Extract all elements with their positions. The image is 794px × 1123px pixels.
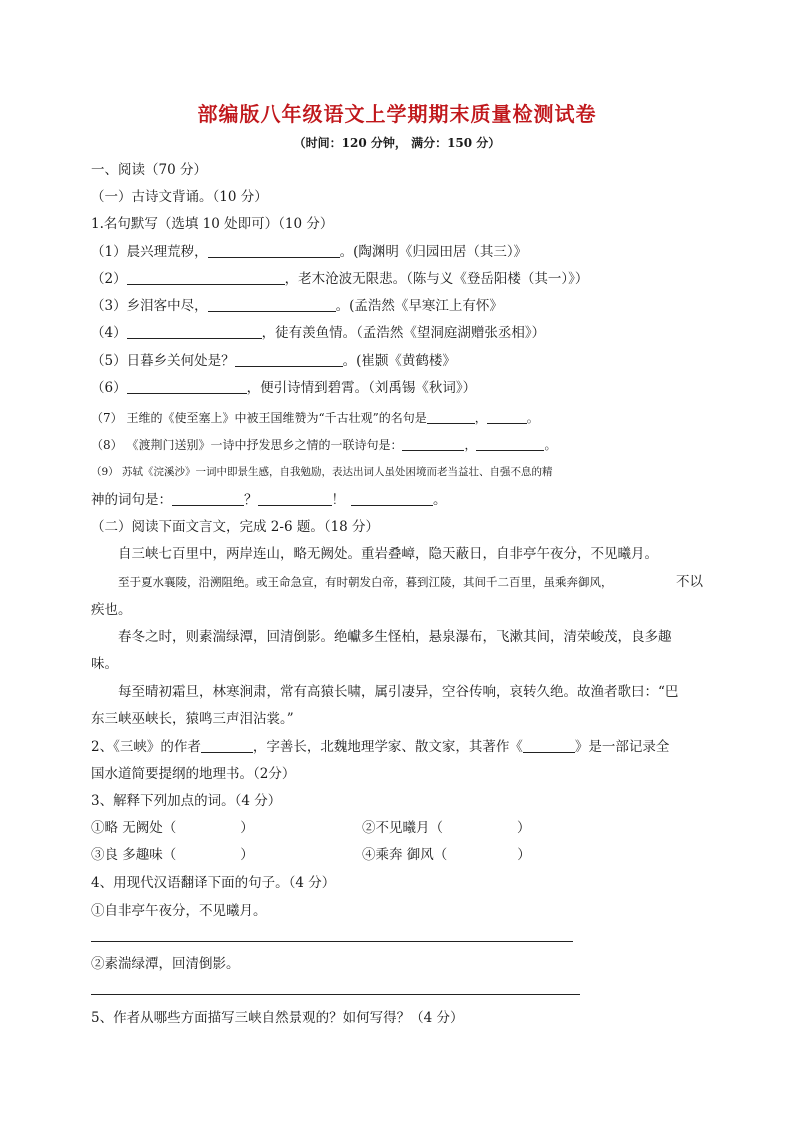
item-number: （5） [91,353,127,369]
answer-blank[interactable] [172,491,244,506]
answer-blank[interactable] [476,436,544,451]
item-separator: ？ [244,492,258,508]
q1-heading: 1.名句默写（选填 10 处即可）（10 分） [91,216,334,232]
question-text: 》是一部记录全 [574,739,670,755]
passage-paragraph-2: 至于夏水襄陵，沿溯阻绝。或王命急宣，有时朝发白帝，暮到江陵，其间千二百里，虽乘奔御风， [118,575,613,589]
item-source: 。(陶渊明《归园田居（其三）》 [339,244,528,260]
answer-blank[interactable] [127,379,247,394]
q3-item-2 [362,818,531,838]
question-2 [91,737,669,757]
answer-blank[interactable] [258,491,332,506]
answer-blank[interactable] [427,409,475,424]
passage-paragraph-2-cont: 疾也。 [91,602,132,618]
item-source: ，老木沧波无限悲。（陈与义《登岳阳楼（其一）》） [284,271,589,287]
fill-item-9: （9） 苏轼《浣溪沙》一词中即景生感，自我勉励，表达出词人虽处困境而老当益壮、自强不息的精 [91,466,553,478]
answer-blank[interactable] [487,409,527,424]
page-title: 部编版八年级语文上学期期末质量检测试卷 [197,102,597,126]
item-number: （6） [91,380,127,396]
item-number: （2） [91,271,127,287]
q3-label: ②不见曦月（ [362,820,443,836]
item-text: 日暮乡关何处是？ [126,353,235,369]
exam-subtitle: （时间：120 分钟， 满分：150 分） [293,136,501,150]
question-text: ，字善长，北魏地理学家、散文家，其著作《 [252,739,523,755]
answer-blank[interactable] [201,738,253,753]
fill-item-5 [91,351,456,371]
item-separator: ！ [331,492,345,508]
answer-blank[interactable] [208,297,336,312]
question-3: 3、解释下列加点的词。（4 分） [91,793,282,809]
item-end: 。 [526,411,539,425]
q4-sentence-1: ①自非亭午夜分，不见曦月。 [91,903,267,919]
item-end: 。 [433,492,447,508]
paren-close: ） [240,820,254,836]
fill-item-9-cont [91,490,447,510]
item-text: 晨兴理荒秽， [126,244,208,260]
fill-item-4 [91,323,545,343]
item-source: 。(崔颢《黄鹤楼》 [342,353,456,369]
answer-blank[interactable] [523,738,575,753]
question-text: 2、《三峡》的作者 [91,739,201,755]
passage-paragraph-4: 每至晴初霜旦，林寒涧肃，常有高猿长啸，属引凄异，空谷传响，哀转久绝。故渔者歌曰：“巴 [118,684,679,700]
fill-item-7 [91,408,539,428]
passage-paragraph-4-cont: 东三峡巫峡长，猿鸣三声泪沾裳。” [91,711,294,727]
answer-blank[interactable] [127,270,285,285]
answer-line[interactable] [91,941,573,942]
fill-item-6 [91,378,476,398]
passage-paragraph-2-tail: 不以 [676,574,703,590]
part1-heading: （一）古诗文背诵。（10 分） [91,189,268,205]
item-text: 乡泪客中尽， [126,298,208,314]
q4-sentence-2: ②素湍绿潭，回清倒影。 [91,956,240,972]
item-separator: ， [464,438,477,452]
question-5: 5、作者从哪些方面描写三峡自然景观的？如何写得？（4 分） [91,1010,464,1026]
q3-item-1 [91,818,254,838]
paren-close: ） [517,847,531,863]
part2-heading: （二）阅读下面文言文，完成 2-6 题。（18 分） [91,519,380,535]
question-4: 4、用现代汉语翻译下面的句子。（4 分） [91,875,336,891]
item-number: （4） [91,325,127,341]
question-2-cont: 国水道简要提纲的地理书。（2分） [91,766,296,782]
answer-blank[interactable] [351,491,433,506]
answer-blank[interactable] [208,243,340,258]
item-number: （1） [91,244,127,260]
item-source: ，便引诗情到碧霄。（刘禹锡《秋词》） [246,380,477,396]
answer-blank[interactable] [235,352,343,367]
item-end: 。 [544,438,557,452]
passage-paragraph-3-cont: 味。 [91,656,118,672]
item-number: （3） [91,298,127,314]
q3-label: ④乘奔 御风（ [362,847,448,863]
fill-item-8 [91,435,556,455]
answer-blank[interactable] [402,436,464,451]
item-text: （7） 王维的《使至塞上》中被王国维赞为“千古壮观”的名句是 [91,411,427,425]
paren-close: ） [240,847,254,863]
paren-close: ） [517,820,531,836]
section-heading: 一、阅读（70 分） [91,162,207,178]
item-text: （8） 《渡荆门送别》一诗中抒发思乡之情的一联诗句是： [91,438,403,452]
q3-label: ③良 多趣味（ [91,847,177,863]
q3-label: ①略 无阙处（ [91,820,177,836]
q3-item-3 [91,845,254,865]
passage-paragraph-1: 自三峡七百里中，两岸连山，略无阙处。重岩叠嶂，隐天蔽日，自非亭午夜分，不见曦月。 [118,546,658,562]
answer-blank[interactable] [127,324,262,339]
fill-item-3 [91,296,503,316]
passage-paragraph-3: 春冬之时，则素湍绿潭，回清倒影。绝巘多生怪柏，悬泉瀑布，飞漱其间，清荣峻茂，良多趣 [118,629,672,645]
q3-item-4 [362,845,531,865]
fill-item-2 [91,269,588,289]
item-source: ，徒有羡鱼情。（孟浩然《望洞庭湖赠张丞相》） [261,325,546,341]
fill-item-1 [91,242,527,262]
item-source: 。(孟浩然《早寒江上有怀》 [335,298,503,314]
item-separator: ， [474,411,487,425]
answer-line[interactable] [91,994,580,995]
item-text: 神的词句是： [91,492,172,508]
